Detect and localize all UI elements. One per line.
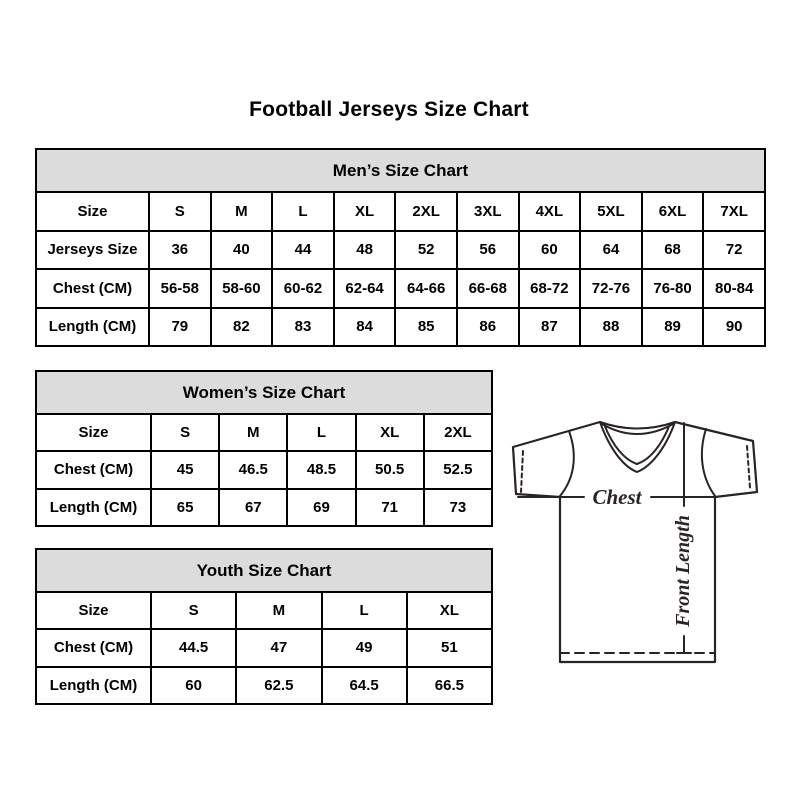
cell-value: 51 (407, 629, 492, 666)
jersey-measurement-diagram (498, 408, 768, 668)
cell-value: 62-64 (334, 269, 396, 308)
cell-value: 6XL (642, 192, 704, 231)
cell-value: 44.5 (151, 629, 236, 666)
cell-value: XL (334, 192, 396, 231)
row-label: Chest (CM) (36, 629, 151, 666)
cell-value: L (287, 414, 355, 451)
cell-value: S (151, 414, 219, 451)
cell-value: XL (407, 592, 492, 629)
chest-label: Chest (592, 485, 642, 509)
front-length-label: Front Length (672, 515, 694, 627)
cell-value: 90 (703, 308, 765, 347)
row-label: Chest (CM) (36, 269, 149, 308)
cell-value: 87 (519, 308, 581, 347)
cell-value: 72 (703, 231, 765, 270)
cell-value: 52 (395, 231, 457, 270)
cell-value: 64 (580, 231, 642, 270)
cell-value: 73 (424, 489, 492, 526)
cell-value: 85 (395, 308, 457, 347)
row-label: Length (CM) (36, 489, 151, 526)
cell-value: 65 (151, 489, 219, 526)
cell-value: M (236, 592, 321, 629)
cell-value: 40 (211, 231, 273, 270)
cell-value: L (272, 192, 334, 231)
cell-value: 79 (149, 308, 211, 347)
row-label: Chest (CM) (36, 451, 151, 488)
cell-value: 67 (219, 489, 287, 526)
cell-value: 48 (334, 231, 396, 270)
page-title: Football Jerseys Size Chart (249, 98, 529, 121)
cell-value: 76-80 (642, 269, 704, 308)
cell-value: 2XL (395, 192, 457, 231)
cell-value: 66-68 (457, 269, 519, 308)
row-label: Size (36, 414, 151, 451)
cell-value: 68 (642, 231, 704, 270)
table-row (36, 629, 492, 666)
cell-value: M (219, 414, 287, 451)
cell-value: 60 (519, 231, 581, 270)
left-cuff-dashed-line (521, 451, 523, 492)
row-label: Jerseys Size (36, 231, 149, 270)
cell-value: 52.5 (424, 451, 492, 488)
cell-value: 64-66 (395, 269, 457, 308)
row-label: Length (CM) (36, 308, 149, 347)
mens-size-table (35, 148, 766, 347)
cell-value: 84 (334, 308, 396, 347)
cell-value: L (322, 592, 407, 629)
cell-value: XL (356, 414, 424, 451)
table-row (36, 231, 765, 270)
cell-value: 5XL (580, 192, 642, 231)
cell-value: 60 (151, 667, 236, 704)
row-label: Size (36, 592, 151, 629)
table-section-header: Youth Size Chart (36, 549, 492, 592)
table-row (36, 192, 765, 231)
cell-value: 71 (356, 489, 424, 526)
cell-value: 83 (272, 308, 334, 347)
cell-value: 4XL (519, 192, 581, 231)
cell-value: 66.5 (407, 667, 492, 704)
table-row (36, 592, 492, 629)
row-label: Length (CM) (36, 667, 151, 704)
cell-value: 86 (457, 308, 519, 347)
cell-value: 56-58 (149, 269, 211, 308)
cell-value: 56 (457, 231, 519, 270)
cell-value: 80-84 (703, 269, 765, 308)
womens-size-table (35, 370, 493, 527)
cell-value: 47 (236, 629, 321, 666)
cell-value: M (211, 192, 273, 231)
cell-value: 45 (151, 451, 219, 488)
cell-value: 82 (211, 308, 273, 347)
table-row (36, 414, 492, 451)
youth-size-table (35, 548, 493, 705)
table-section-header: Men’s Size Chart (36, 149, 765, 192)
cell-value: 88 (580, 308, 642, 347)
cell-value: 7XL (703, 192, 765, 231)
cell-value: 48.5 (287, 451, 355, 488)
cell-value: 36 (149, 231, 211, 270)
cell-value: S (149, 192, 211, 231)
table-row (36, 269, 765, 308)
table-row (36, 308, 765, 347)
cell-value: 50.5 (356, 451, 424, 488)
table-row (36, 489, 492, 526)
cell-value: 68-72 (519, 269, 581, 308)
table-row (36, 451, 492, 488)
table-section-header: Women’s Size Chart (36, 371, 492, 414)
cell-value: 49 (322, 629, 407, 666)
row-label: Size (36, 192, 149, 231)
cell-value: 58-60 (211, 269, 273, 308)
cell-value: 44 (272, 231, 334, 270)
cell-value: 89 (642, 308, 704, 347)
cell-value: 64.5 (322, 667, 407, 704)
cell-value: 46.5 (219, 451, 287, 488)
cell-value: 2XL (424, 414, 492, 451)
right-cuff-dashed-line (747, 446, 750, 488)
cell-value: 3XL (457, 192, 519, 231)
right-armhole-seam (702, 429, 715, 496)
table-row (36, 667, 492, 704)
jersey-outline (513, 422, 757, 662)
cell-value: 72-76 (580, 269, 642, 308)
cell-value: 60-62 (272, 269, 334, 308)
cell-value: 62.5 (236, 667, 321, 704)
cell-value: S (151, 592, 236, 629)
left-armhole-seam (560, 431, 574, 496)
cell-value: 69 (287, 489, 355, 526)
